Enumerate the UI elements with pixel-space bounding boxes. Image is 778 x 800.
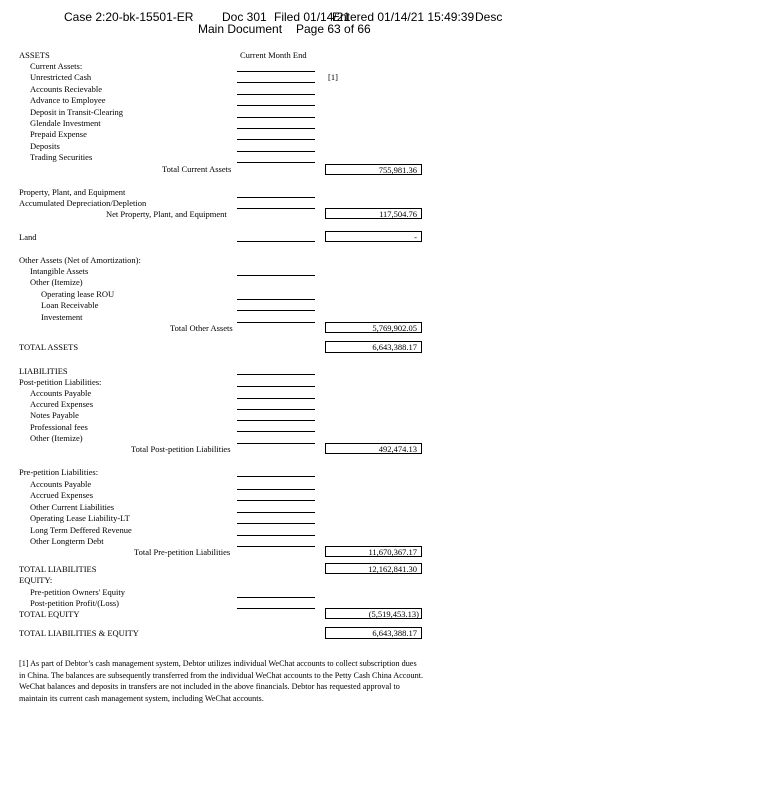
total-assets-value: 6,643,388.17 (372, 342, 417, 352)
rule (237, 275, 315, 276)
pre-label-2: Other Current Liabilities (30, 502, 115, 512)
rule (237, 82, 315, 83)
entered-date: Entered 01/14/21 15:49:39 (332, 10, 475, 24)
pre-label-5: Other Longterm Debt (30, 536, 104, 546)
total-post-petition-box (325, 443, 422, 454)
ca-label-2: Advance to Employee (30, 95, 106, 105)
rule (237, 139, 315, 140)
rule (237, 597, 315, 598)
rule (237, 105, 315, 106)
other-assets-title: Other Assets (Net of Amortization): (19, 255, 141, 265)
rule (237, 523, 315, 524)
rule (237, 398, 315, 399)
rule (237, 500, 315, 501)
footnote-ref: [1] (328, 72, 338, 82)
doc-number: Doc 301 (222, 10, 267, 24)
rule (237, 535, 315, 536)
land-box (325, 231, 422, 242)
total-le-label: TOTAL LIABILITIES & EQUITY (19, 628, 139, 638)
ca-label-3: Deposit in Transit-Clearing (30, 107, 124, 117)
footnote: [1] As part of Debtor’s cash management system, Debtor utilizes individual WeChat accounts to collect subscription dues in China. The balances are subsequently transferred from the individual WeChat accounts to the Petty Cash China Account. WeChat balances and deposits in transfers are not included in the above financials. Debtor has requested approval to maintain its current cash management system, including WeChat accounts. (19, 659, 423, 703)
rule (237, 71, 315, 72)
pre-label-1: Accrued Expenses (30, 490, 94, 500)
ca-label-5: Prepaid Expense (30, 129, 87, 139)
total-current-assets-value: 755,981.36 (378, 165, 417, 175)
ca-label-7: Trading Securities (30, 152, 93, 162)
oa-label-1: Loan Receivable (41, 300, 99, 310)
total-assets-box (325, 341, 422, 353)
total-current-assets-box (325, 164, 422, 175)
column-header: Current Month End (240, 50, 307, 60)
main-document: Main Document (198, 22, 283, 36)
rule (237, 476, 315, 477)
total-other-assets-box (325, 322, 422, 333)
rule (237, 374, 315, 375)
post-petition-title: Post-petition Liabilities: (19, 377, 102, 387)
rule (237, 443, 315, 444)
rule (237, 310, 315, 311)
total-current-assets-label: Total Current Assets (162, 164, 232, 174)
rule (237, 299, 315, 300)
total-liabilities-box (325, 563, 422, 574)
total-pre-petition-value: 11,670,367.17 (368, 547, 417, 557)
rule (237, 386, 315, 387)
ca-label-6: Deposits (30, 141, 60, 151)
total-post-petition-value: 492,474.13 (378, 444, 417, 454)
other-itemize-label: Other (Itemize) (30, 277, 83, 287)
pre-label-4: Long Term Deffered Revenue (30, 525, 132, 535)
ppe-label: Property, Plant, and Equipment (19, 187, 126, 197)
total-le-box (325, 627, 422, 639)
filed-date: Filed 01/14/21 (274, 10, 351, 24)
case-number: Case 2:20-bk-15501-ER (64, 10, 194, 24)
pre-label-0: Accounts Payable (30, 479, 92, 489)
pre-label-3: Operating Lease Liability-LT (30, 513, 130, 523)
oa-label-2: Investement (41, 312, 83, 322)
total-post-petition-label: Total Post-petition Liabilities (131, 444, 231, 454)
net-ppe-label: Net Property, Plant, and Equipment (106, 209, 227, 219)
depreciation-label: Accumulated Depreciation/Depletion (19, 198, 147, 208)
total-pre-petition-box (325, 546, 422, 557)
total-equity-box (325, 608, 422, 619)
current-assets-title: Current Assets: (30, 61, 83, 71)
rule (237, 151, 315, 152)
rule (237, 241, 315, 242)
land-label: Land (19, 232, 37, 242)
rule (237, 431, 315, 432)
net-ppe-value: 117,504.76 (379, 209, 417, 219)
net-ppe-box (325, 208, 422, 219)
post-label-4: Other (Itemize) (30, 433, 83, 443)
rule (237, 128, 315, 129)
total-other-assets-value: 5,769,902.05 (372, 323, 417, 333)
total-le-value: 6,643,388.17 (372, 628, 417, 638)
intangible-label: Intangible Assets (30, 266, 89, 276)
total-other-assets-label: Total Other Assets (170, 323, 233, 333)
post-label-0: Accounts Payable (30, 388, 92, 398)
equity-label-1: Post-petition Profit/(Loss) (30, 598, 120, 608)
rule (237, 409, 315, 410)
rule (237, 162, 315, 163)
land-value: - (414, 232, 417, 242)
rule (237, 546, 315, 547)
rule (237, 420, 315, 421)
desc-label: Desc (475, 10, 503, 24)
total-assets-label: TOTAL ASSETS (19, 342, 79, 352)
ca-label-4: Glendale Investment (30, 118, 101, 128)
assets-title: ASSETS (19, 50, 50, 60)
rule (237, 489, 315, 490)
total-pre-petition-label: Total Pre-petition Liabilities (134, 547, 231, 557)
equity-title: EQUITY: (19, 575, 53, 585)
pre-petition-title: Pre-petition Liabilities: (19, 467, 99, 477)
equity-label-0: Pre-petition Owners' Equity (30, 587, 126, 597)
page-number: Page 63 of 66 (296, 22, 371, 36)
oa-label-0: Operating lease ROU (41, 289, 115, 299)
post-label-2: Notes Payable (30, 410, 79, 420)
total-equity-label: TOTAL EQUITY (19, 609, 80, 619)
rule (237, 117, 315, 118)
total-liabilities-value: 12,162,841.30 (368, 564, 417, 574)
rule (237, 322, 315, 323)
total-equity-value: (5,519,453.13) (368, 609, 419, 619)
rule (237, 94, 315, 95)
liabilities-title: LIABILITIES (19, 366, 68, 376)
ca-label-0: Unrestricted Cash (30, 72, 92, 82)
post-label-3: Professional fees (30, 422, 88, 432)
ca-label-1: Accounts Recievable (30, 84, 102, 94)
total-liabilities-label: TOTAL LIABILITIES (19, 564, 97, 574)
post-label-1: Accured Expenses (30, 399, 94, 409)
rule (237, 512, 315, 513)
rule (237, 608, 315, 609)
rule (237, 197, 315, 198)
rule (237, 208, 315, 209)
